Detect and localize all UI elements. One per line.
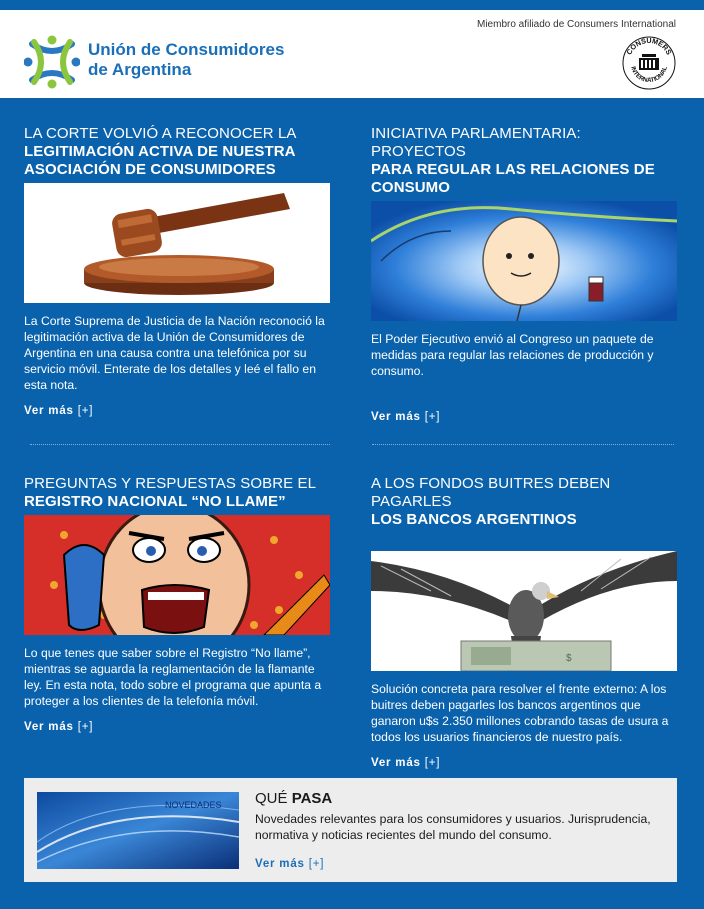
ver-mas-bracket: [+] (77, 405, 94, 417)
ver-mas-text: Ver más (371, 411, 421, 423)
top-bar (0, 0, 704, 10)
bottom-bar (0, 895, 704, 909)
ucu-logo-icon[interactable] (24, 34, 80, 90)
article-title-light: PREGUNTAS Y RESPUESTAS SOBRE EL (24, 475, 317, 492)
balloon-drawing-image[interactable] (371, 201, 677, 321)
ver-mas-bracket: [+] (308, 858, 325, 870)
article-title-bold: PARA REGULAR LAS RELACIONES DE CONSUMO (371, 161, 655, 196)
seal-top-text: CONSUMERS (624, 36, 674, 57)
article-title-bold: LEGITIMACIÓN ACTIVA DE NUESTRA ASOCIACIÓN DE CONSUMIDORES (24, 143, 296, 178)
ver-mas-link[interactable] (24, 721, 93, 733)
que-pasa-box (24, 778, 677, 882)
article-title[interactable] (24, 475, 330, 511)
divider-right (372, 444, 674, 445)
ver-mas-text: Ver más (371, 757, 421, 769)
ver-mas-link[interactable] (24, 405, 93, 417)
member-text: Miembro afiliado de Consumers International (477, 19, 676, 30)
article-title[interactable] (371, 125, 677, 197)
consumers-international-seal-icon[interactable] (622, 36, 676, 90)
ver-mas-bracket: [+] (424, 757, 441, 769)
ver-mas-link[interactable] (255, 858, 324, 870)
svg-text:$: $ (566, 653, 572, 664)
novedades-image[interactable] (37, 792, 239, 869)
gavel-image[interactable] (24, 183, 330, 303)
article-title-light: INICIATIVA PARLAMENTARIA: PROYECTOS (371, 125, 581, 160)
logo-line-1: Unión de Consumidores (88, 40, 285, 59)
article-summary: Lo que tenes que saber sobre el Registro “No llame”, mientras se aguarda la reglamentación de la flamante ley. En esta nota, todo sobre el programa que apunta a proteger a los clientes de la telefonía móvil. (24, 646, 322, 708)
article-title-bold: LOS BANCOS ARGENTINOS (371, 511, 577, 528)
article-card-fondos-buitres (371, 475, 677, 771)
ver-mas-bracket: [+] (424, 411, 441, 423)
shouting-man-phone-image[interactable] (24, 515, 330, 635)
article-summary: La Corte Suprema de Justicia de la Nación reconoció la legitimación activa de la Unión de Consumidores de Argentina en una causa contra una telefónica por su servicio móvil. Enterate de los detalles y leé el fallo en esta nota. (24, 314, 325, 392)
ver-mas-text: Ver más (255, 858, 305, 870)
vulture-money-image[interactable] (371, 551, 677, 671)
article-summary: Solución concreta para resolver el frente externo: A los buitres deben pagarles los bancos argentinos que ganaron u$s 2.350 millones cobrando tasas de usura a todos los usuarios financieros de nuestro país. (371, 682, 669, 744)
que-pasa-text: Novedades relevantes para los consumidores y usuarios. Jurisprudencia, normativa y noticias recientes del mundo del consumo. (255, 812, 651, 842)
ver-mas-link[interactable] (371, 757, 440, 769)
ver-mas-text: Ver más (24, 405, 74, 417)
article-title-light: A LOS FONDOS BUITRES DEBEN PAGARLES (371, 475, 611, 510)
ver-mas-link[interactable] (371, 411, 440, 423)
que-pasa-title-bold: PASA (291, 790, 333, 807)
que-pasa-title[interactable] (255, 790, 332, 807)
article-card-corte (24, 125, 330, 419)
divider-left (30, 444, 330, 445)
logo-text[interactable] (88, 40, 284, 80)
novedades-label: NOVEDADES (165, 800, 222, 810)
article-card-no-llame (24, 475, 330, 735)
seal-bottom-text: INTERNATIONAL (629, 65, 669, 84)
ver-mas-text: Ver más (24, 721, 74, 733)
article-summary: El Poder Ejecutivo envió al Congreso un paquete de medidas para regular las relaciones de producción y consumo. (371, 332, 654, 378)
que-pasa-title-light: QUÉ (255, 790, 288, 807)
article-card-iniciativa (371, 125, 677, 425)
article-title-bold: REGISTRO NACIONAL “NO LLAME” (24, 493, 286, 510)
header (0, 10, 704, 98)
article-title[interactable] (371, 475, 677, 529)
ver-mas-bracket: [+] (77, 721, 94, 733)
article-title-light: LA CORTE VOLVIÓ A RECONOCER LA (24, 125, 297, 142)
logo-line-2: de Argentina (88, 60, 192, 79)
article-title[interactable] (24, 125, 330, 179)
